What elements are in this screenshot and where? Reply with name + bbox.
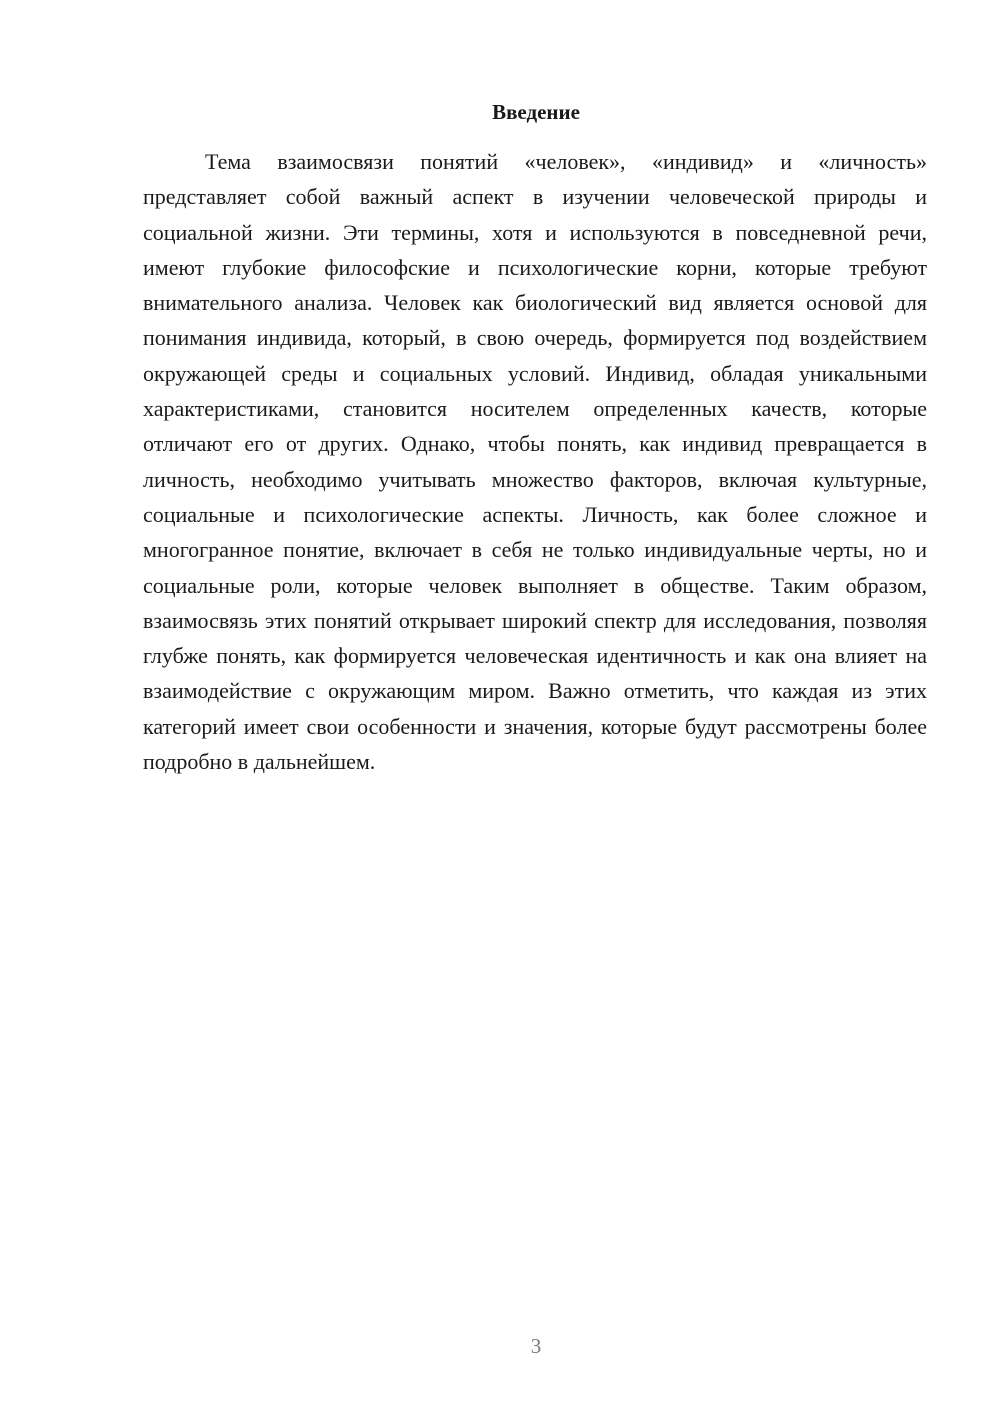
page-number: 3 [530,1334,542,1358]
section-heading: Введение [492,100,580,124]
body-paragraph: Тема взаимосвязи понятий «человек», «индивид» и «личность» представляет собой важный аспект в изучении человеческой природы и социальной жизни. Эти термины, хотя и используются в повседневной речи, имеют глубокие философские и психологические корни, которые требуют внимательного анализа. Человек как биологический вид является основой для понимания индивида, который, в свою очередь, формируется под воздействием окружающей среды и социальных условий. Индивид, обладая уникальными характеристиками, становится носителем определенных качеств, которые отличают его от других. Однако, чтобы понять, как индивид превращается в личность, необходимо учитывать множество факторов, включая культурные, социальные и психологические аспекты. Личность, как более сложное и многогранное понятие, включает в себя не только индивидуальные черты, но и социальные роли, которые человек выполняет в обществе. Таким образом, взаимосвязь этих понятий открывает широкий спектр для исследования, позволяя глубже понять, как формируется человеческая идентичность и как она влияет на взаимодействие с окружающим миром. Важно отметить, что каждая из этих категорий имеет свои особенности и значения, которые будут рассмотрены более подробно в дальнейшем. [143,149,927,775]
